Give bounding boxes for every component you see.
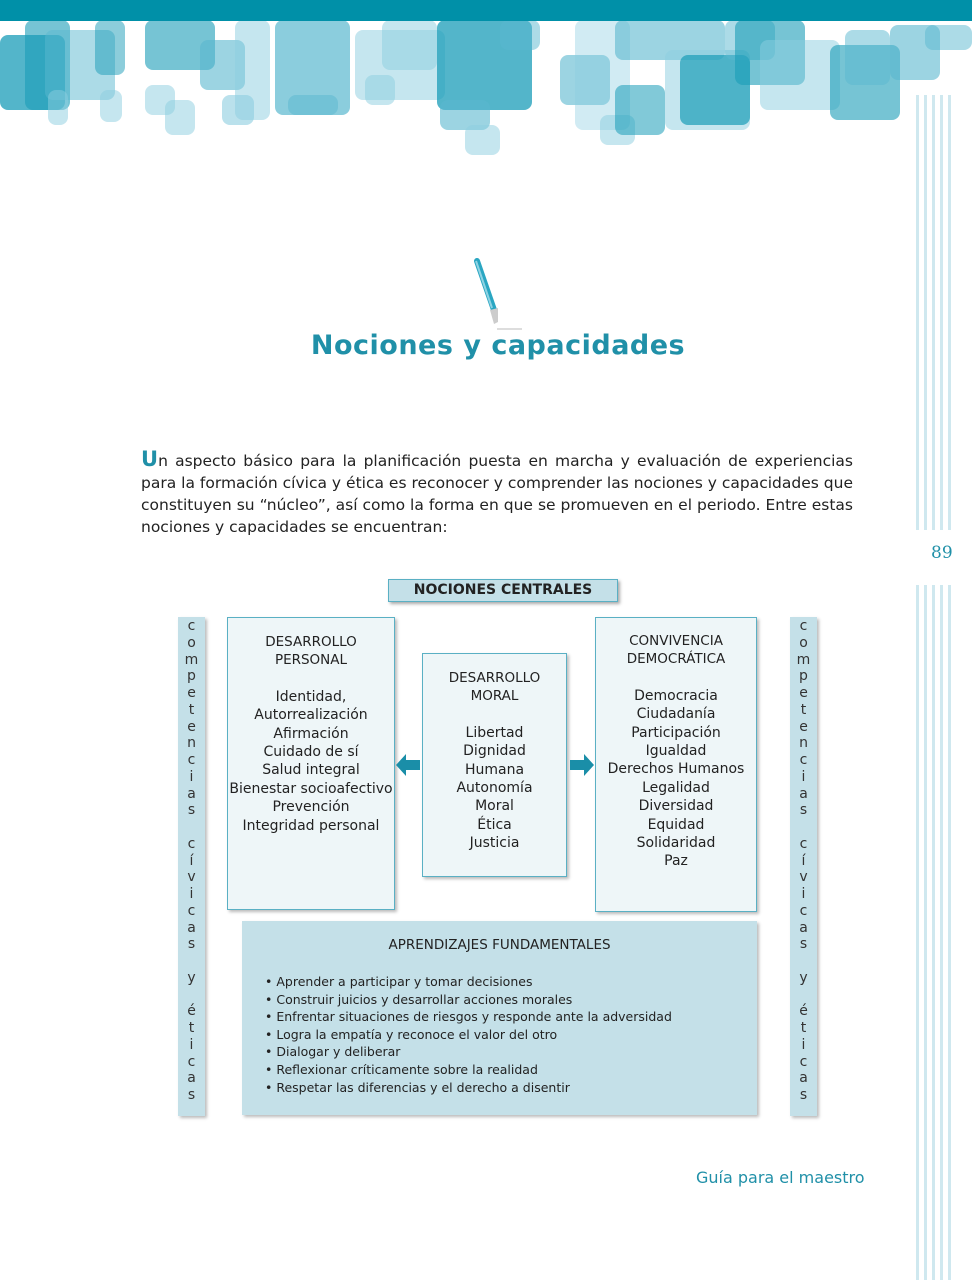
stripe bbox=[940, 95, 943, 530]
side-letter: c bbox=[799, 902, 808, 919]
decorative-square bbox=[925, 25, 972, 50]
stripe bbox=[948, 585, 951, 1280]
stripe bbox=[932, 95, 935, 530]
side-letter: a bbox=[187, 1070, 196, 1087]
list-item: Humana bbox=[464, 761, 525, 778]
stripe bbox=[940, 585, 943, 1280]
box-desarrollo-moral bbox=[422, 653, 567, 877]
side-letter: c bbox=[799, 752, 808, 768]
list-item: Solidaridad bbox=[636, 835, 716, 852]
side-letter: s bbox=[187, 1087, 196, 1103]
box-title: CONVIVENCIA bbox=[629, 633, 723, 649]
list-item: Equidad bbox=[647, 816, 705, 833]
list-item: Integridad personal bbox=[242, 817, 380, 834]
side-letter: o bbox=[799, 634, 808, 651]
side-letter: a bbox=[799, 919, 808, 936]
side-letter bbox=[178, 819, 205, 836]
side-letter: s bbox=[799, 802, 808, 819]
list-item: Bienestar socioafectivo bbox=[229, 780, 393, 797]
pen-icon bbox=[470, 258, 525, 333]
decorative-square bbox=[95, 20, 125, 75]
nociones-centrales-header: NOCIONES CENTRALES bbox=[388, 579, 618, 602]
side-letter bbox=[178, 953, 205, 970]
list-item: • Enfrentar situaciones de riesgos y responde ante la adversidad bbox=[265, 1008, 757, 1026]
intro-text: n aspecto básico para la planificación puesta en marcha y evaluación de experiencias para la formación cívica y ética es reconocer y comprender las nociones y capacidades que constituyen su “núcleo”, así como la forma en que se promueven en el periodo. Entre estas nociones y capacidades se encuentran: bbox=[141, 452, 853, 536]
side-letter: v bbox=[799, 869, 808, 886]
list-item: Salud integral bbox=[262, 762, 360, 779]
decorative-square bbox=[760, 40, 840, 110]
decorative-square bbox=[165, 100, 195, 135]
decorative-square bbox=[365, 75, 395, 105]
decorative-square bbox=[500, 20, 540, 50]
list-item: Libertad bbox=[465, 724, 524, 741]
side-letter: i bbox=[801, 768, 806, 785]
side-letter: m bbox=[796, 651, 811, 668]
side-letter: a bbox=[187, 785, 196, 802]
side-letter bbox=[790, 987, 817, 1004]
side-letter: t bbox=[188, 701, 195, 718]
side-letter: t bbox=[800, 1020, 807, 1036]
list-item: Paz bbox=[664, 853, 688, 870]
drop-cap: U bbox=[141, 447, 159, 471]
side-letter: o bbox=[187, 634, 196, 651]
list-item: Prevención bbox=[272, 799, 350, 816]
stripe bbox=[916, 95, 919, 530]
list-item: • Reflexionar críticamente sobre la realidad bbox=[265, 1061, 757, 1079]
side-label-left bbox=[178, 617, 205, 1116]
decorative-square bbox=[235, 20, 270, 120]
side-letter: s bbox=[799, 936, 808, 953]
side-letter: s bbox=[187, 802, 196, 819]
side-letter: i bbox=[189, 1036, 194, 1053]
decorative-square bbox=[382, 20, 437, 70]
list-item: Cuidado de sí bbox=[263, 744, 359, 761]
aprendizajes-title: APRENDIZAJES FUNDAMENTALES bbox=[388, 937, 611, 953]
decorative-square bbox=[845, 30, 890, 85]
list-item: Diversidad bbox=[638, 798, 714, 815]
box-desarrollo-personal bbox=[227, 617, 395, 910]
box-title: DEMOCRÁTICA bbox=[626, 651, 726, 668]
list-item: Democracia bbox=[634, 687, 718, 704]
side-letter: a bbox=[187, 919, 196, 936]
side-letter: í bbox=[801, 852, 806, 869]
side-letter: s bbox=[799, 1087, 808, 1103]
side-letter: í bbox=[189, 852, 194, 869]
side-letter: a bbox=[799, 1070, 808, 1087]
side-letter: s bbox=[187, 936, 196, 953]
decorative-square bbox=[48, 90, 68, 125]
stripe bbox=[948, 95, 951, 530]
intro-paragraph bbox=[141, 448, 853, 538]
list-item: Autonomía bbox=[456, 780, 533, 797]
side-letter: c bbox=[187, 1053, 196, 1070]
side-letter: e bbox=[187, 718, 196, 735]
list-item: Igualdad bbox=[645, 743, 707, 760]
top-bar bbox=[0, 0, 972, 21]
stripe bbox=[916, 585, 919, 1280]
side-letter bbox=[790, 819, 817, 836]
header-decoration bbox=[0, 0, 972, 170]
list-item: • Construir juicios y desarrollar acciones morales bbox=[265, 991, 757, 1009]
side-letter: c bbox=[187, 835, 196, 852]
side-letter: e bbox=[187, 685, 196, 701]
list-item: Derechos Humanos bbox=[607, 761, 745, 778]
side-letter: c bbox=[799, 835, 808, 852]
side-letter bbox=[178, 987, 205, 1004]
list-item: • Dialogar y deliberar bbox=[265, 1043, 757, 1061]
side-letter: n bbox=[187, 735, 196, 752]
side-letter: e bbox=[799, 718, 808, 735]
side-letter: c bbox=[799, 1053, 808, 1070]
side-letter: e bbox=[799, 685, 808, 701]
box-title: PERSONAL bbox=[274, 652, 348, 669]
side-letter: i bbox=[801, 886, 806, 902]
footer-text: Guía para el maestro bbox=[696, 1168, 865, 1187]
decorative-square bbox=[100, 90, 122, 122]
side-letter: p bbox=[799, 668, 808, 685]
side-letter: n bbox=[799, 735, 808, 752]
side-letter: c bbox=[799, 618, 808, 634]
side-letter: c bbox=[187, 752, 196, 768]
list-item: Ética bbox=[477, 816, 512, 833]
list-item: Identidad, bbox=[275, 688, 347, 705]
arrow-left-icon bbox=[396, 754, 420, 776]
decorative-square bbox=[465, 125, 500, 155]
list-item: Participación bbox=[631, 724, 721, 741]
side-letter: p bbox=[187, 668, 196, 685]
list-item: Ciudadanía bbox=[636, 706, 716, 723]
side-letter: c bbox=[187, 902, 196, 919]
side-letter bbox=[790, 953, 817, 970]
box-title: DESARROLLO bbox=[265, 634, 357, 650]
stripe bbox=[924, 585, 927, 1280]
box-title: DESARROLLO bbox=[448, 670, 541, 686]
list-item: • Aprender a participar y tomar decisiones bbox=[265, 973, 757, 991]
side-label-right bbox=[790, 617, 817, 1116]
list-item: • Logra la empatía y reconoce el valor del otro bbox=[265, 1026, 757, 1044]
side-letter: v bbox=[187, 869, 196, 886]
stripe bbox=[924, 95, 927, 530]
list-item: Legalidad bbox=[642, 779, 710, 796]
side-letter: é bbox=[187, 1003, 196, 1020]
decorative-square bbox=[288, 95, 338, 115]
list-item: Autorrealización bbox=[254, 707, 368, 724]
side-letter: i bbox=[189, 886, 194, 902]
list-item: Afirmación bbox=[273, 725, 349, 742]
decorative-square bbox=[615, 85, 665, 135]
side-letter: t bbox=[188, 1020, 195, 1036]
side-letter: a bbox=[799, 785, 808, 802]
stripe bbox=[932, 585, 935, 1280]
side-letter: m bbox=[184, 651, 199, 668]
side-letter: i bbox=[801, 1036, 806, 1053]
side-letter: é bbox=[799, 1003, 808, 1020]
side-letter: y bbox=[187, 969, 196, 986]
list-item: Justicia bbox=[469, 835, 520, 852]
list-item: Dignidad bbox=[463, 743, 526, 760]
aprendizajes-fundamentales-box bbox=[242, 921, 757, 1115]
box-convivencia-democratica bbox=[595, 617, 757, 912]
page-number: 89 bbox=[931, 543, 953, 563]
arrow-right-icon bbox=[570, 754, 594, 776]
side-letter: i bbox=[189, 768, 194, 785]
list-item: Moral bbox=[475, 798, 514, 815]
box-title: MORAL bbox=[470, 688, 519, 705]
list-item: • Respetar las diferencias y el derecho a disentir bbox=[265, 1079, 757, 1097]
side-letter: y bbox=[799, 969, 808, 986]
page-title: Nociones y capacidades bbox=[310, 330, 686, 361]
side-letter: t bbox=[800, 701, 807, 718]
side-letter: c bbox=[187, 618, 196, 634]
